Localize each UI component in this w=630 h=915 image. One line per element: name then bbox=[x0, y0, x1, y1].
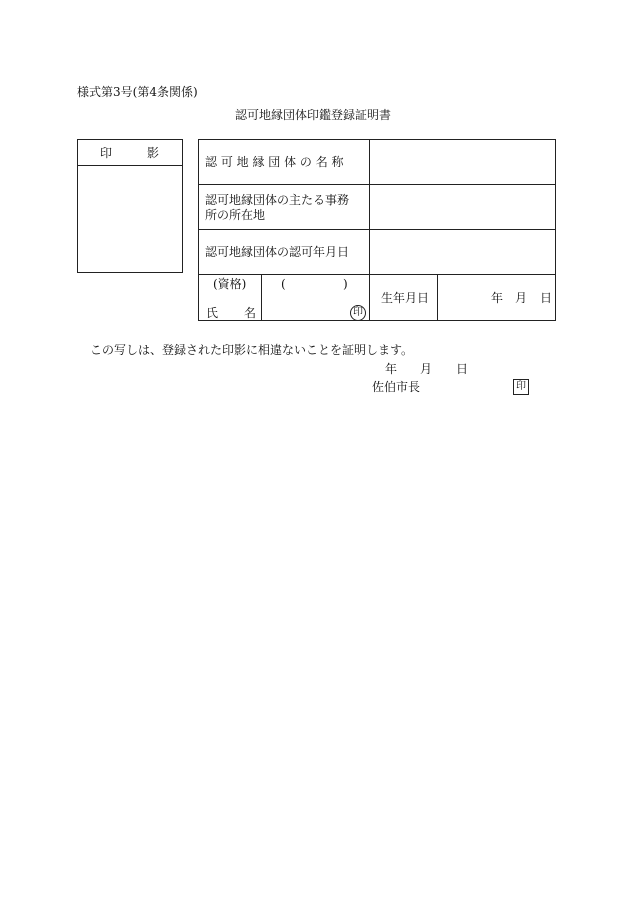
issue-month-unit: 月 bbox=[420, 362, 433, 376]
birth-year-unit: 年 bbox=[491, 291, 504, 305]
seal-impression-header bbox=[78, 140, 182, 166]
row-divider-1 bbox=[199, 184, 555, 185]
issuer-seal-mark: 印 bbox=[513, 379, 529, 395]
seal-impression-box bbox=[77, 139, 183, 273]
office-address-label-line-2: 所の所在地 bbox=[205, 208, 266, 222]
row-divider-2 bbox=[199, 229, 555, 230]
certification-statement: この写しは、登録された印影に相違ないことを証明します。 bbox=[90, 343, 414, 357]
birth-date-label: 生年月日 bbox=[381, 291, 430, 305]
office-address-label-line-1: 認可地縁団体の主たる事務 bbox=[205, 193, 350, 207]
form-number: 様式第3号(第4条関係) bbox=[77, 85, 198, 99]
registration-table bbox=[198, 139, 556, 321]
seal-header-char-2: 影 bbox=[147, 146, 160, 160]
representative-seal-mark: 印 bbox=[350, 305, 366, 321]
approval-date-label: 認可地縁団体の認可年月日 bbox=[205, 245, 350, 259]
document-title: 認可地縁団体印鑑登録証明書 bbox=[235, 108, 392, 122]
birth-column-divider bbox=[437, 274, 438, 320]
qualification-paren-close: ) bbox=[343, 277, 348, 291]
issuer-title: 佐伯市長 bbox=[372, 380, 421, 394]
birth-month-unit: 月 bbox=[515, 291, 528, 305]
qualification-paren-open: ( bbox=[281, 277, 286, 291]
qualification-label: (資格) bbox=[213, 277, 247, 291]
birth-day-unit: 日 bbox=[540, 291, 553, 305]
issue-day-unit: 日 bbox=[456, 362, 469, 376]
name-label-char-1: 氏 bbox=[206, 306, 219, 320]
seal-header-char-1: 印 bbox=[100, 146, 113, 160]
name-label-char-2: 名 bbox=[244, 306, 257, 320]
issue-year-unit: 年 bbox=[385, 362, 398, 376]
group-name-label: 認 可 地 縁 団 体 の 名 称 bbox=[205, 155, 344, 169]
row-divider-3 bbox=[199, 274, 555, 275]
name-column-divider bbox=[261, 274, 262, 320]
label-column-divider bbox=[369, 140, 370, 320]
